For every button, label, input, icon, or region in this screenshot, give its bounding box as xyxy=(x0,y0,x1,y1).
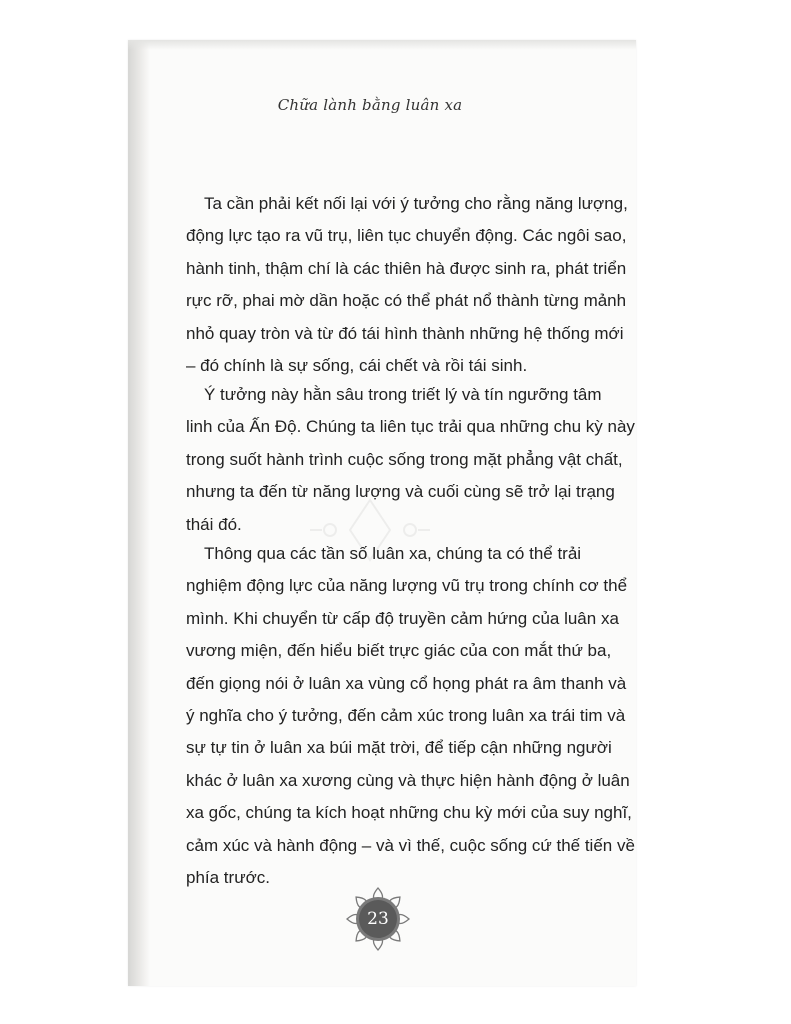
text-line: nghiệm động lực của năng lượng vũ trụ trong chính cơ thể xyxy=(186,576,628,596)
text-line: nhỏ quay tròn và từ đó tái hình thành những hệ thống mới xyxy=(186,323,624,343)
text-line: vương miện, đến hiểu biết trực giác của con mắt thứ ba, xyxy=(186,641,612,661)
text-line: hành tinh, thậm chí là các thiên hà được sinh ra, phát triển xyxy=(186,258,627,278)
paragraph-3 xyxy=(186,538,635,894)
text-line: nhưng ta đến từ năng lượng và cuối cùng sẽ trở lại trạng xyxy=(186,482,615,502)
text-line: xa gốc, chúng ta kích hoạt những chu kỳ mới của suy nghĩ, xyxy=(186,803,632,823)
text-line: khác ở luân xa xương cùng và thực hiện hành động ở luân xyxy=(186,770,630,790)
paragraph-1 xyxy=(186,188,628,382)
page-number-badge xyxy=(345,886,411,952)
text-line: – đó chính là sự sống, cái chết và rồi tái sinh. xyxy=(186,356,528,376)
text-line: cảm xúc và hành động – và vì thế, cuộc sống cứ thế tiến về xyxy=(186,835,635,855)
text-line: phía trước. xyxy=(186,868,270,888)
text-line: đến giọng nói ở luân xa vùng cổ họng phát ra âm thanh và xyxy=(186,673,627,693)
text-line: thái đó. xyxy=(186,514,242,534)
text-line: Ý tưởng này hằn sâu trong triết lý và tín ngưỡng tâm xyxy=(204,385,602,404)
text-line: sự tự tin ở luân xa búi mặt trời, để tiếp cận những người xyxy=(186,738,612,758)
text-line: linh của Ấn Độ. Chúng ta liên tục trải qua những chu kỳ này xyxy=(186,417,635,437)
running-header-title: Chữa lành bằng luân xa xyxy=(277,96,463,114)
text-line: ý nghĩa cho ý tưởng, đến cảm xúc trong luân xa trái tim và xyxy=(186,706,626,726)
text-line: động lực tạo ra vũ trụ, liên tục chuyển động. Các ngôi sao, xyxy=(186,226,627,246)
text-line: Ta cần phải kết nối lại với ý tưởng cho rằng năng lượng, xyxy=(204,194,628,213)
page-gutter-shadow xyxy=(128,40,150,986)
paragraph-2 xyxy=(186,379,635,541)
text-line: mình. Khi chuyển từ cấp độ truyền cảm hứng của luân xa xyxy=(186,608,619,628)
text-line: rực rỡ, phai mờ dần hoặc có thể phát nổ thành từng mảnh xyxy=(186,291,627,311)
text-line: Thông qua các tần số luân xa, chúng ta có thể trải xyxy=(204,544,582,563)
page-number: 23 xyxy=(367,909,389,929)
text-line: trong suốt hành trình cuộc sống trong mặt phẳng vật chất, xyxy=(186,449,623,469)
page-top-shadow xyxy=(128,40,636,50)
